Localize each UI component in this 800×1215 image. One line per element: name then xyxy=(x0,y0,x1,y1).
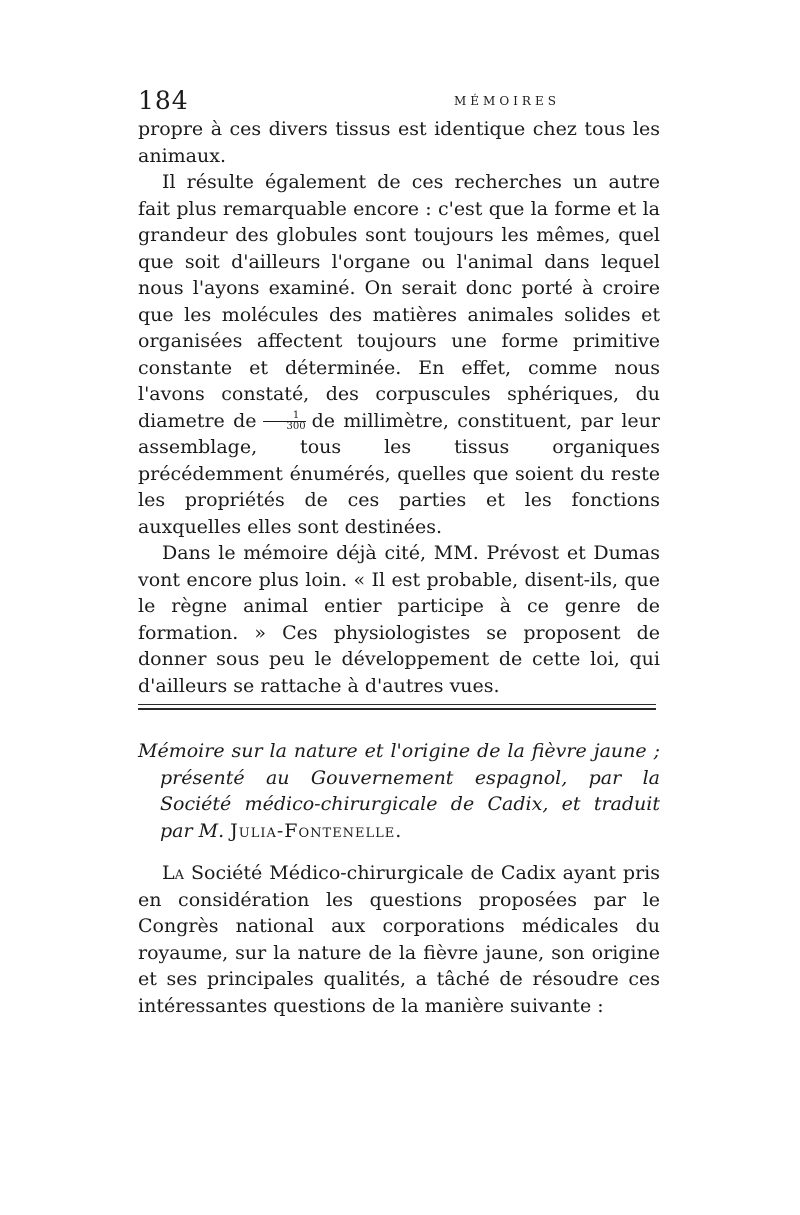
body-text-bottom xyxy=(138,860,660,1019)
page-number: 184 xyxy=(138,86,189,115)
paragraph-globules-text-a: Il résulte également de ces recherches un autre fait plus remarquable encore : c'est que la forme et la grandeur des globules sont toujours les mêmes, quel que soit d'ailleurs l'organe ou l'animal dans lequel nous l'ayons examiné. On serait donc porté à croire que les molécules des matières animales solides et organisées affectent toujours une forme primitive constante et déterminée. En effet, comme nous l'avons constaté, des corpuscules sphériques, du diametre de xyxy=(138,171,660,432)
paragraph-cadix-text: Société Médico-chirurgicale de Cadix ayant pris en considération les questions proposées par le Congrès national aux corporations médicales du royaume, sur la nature de la fièvre jaune, son origine et ses principales qualités, a tâché de résoudre ces intéressantes questions de la manière suivante : xyxy=(138,862,660,1017)
article-title-block xyxy=(138,738,660,844)
body-text-top xyxy=(138,116,660,699)
paragraph-continued: propre à ces divers tissus est identique chez tous les animaux. xyxy=(138,118,660,167)
paragraph-memoire: Dans le mémoire déjà cité, MM. Prévost et Dumas vont encore plus loin. « Il est probable, disent-ils, que le règne animal entier participe à ce genre de formation. » Ces physiologistes se proposent de donner sous peu le développement de cette loi, qui d'ailleurs se rattache à d'autres vues. xyxy=(138,542,660,697)
running-head: MÉMOIRES xyxy=(454,94,560,108)
article-title xyxy=(138,738,660,844)
fraction-numerator: 1 xyxy=(263,411,306,422)
paragraph-globules xyxy=(138,169,660,540)
article-title-text: Mémoire sur la nature et l'origine de la fièvre jaune ; présenté au Gouvernement espagnol, par la Société médico-chirurgicale de Cadix, et traduit par M. xyxy=(138,740,660,842)
fraction-denominator: 300 xyxy=(286,421,306,432)
section-divider-top xyxy=(138,704,656,705)
article-author: Julia-Fontenelle. xyxy=(230,819,403,842)
paragraph-cadix xyxy=(138,860,660,1019)
fraction xyxy=(263,411,306,432)
page-header xyxy=(136,86,666,116)
section-divider-bottom xyxy=(138,708,656,710)
lead-word: La xyxy=(162,862,185,884)
paragraph-globules-text-b: de millimètre, constituent, par leur assemblage, tous les tissus organiques précédemment énumérés, quelles que soient du reste les propriétés de ces parties et les fonctions auxquelles elles sont destinées. xyxy=(138,409,660,538)
